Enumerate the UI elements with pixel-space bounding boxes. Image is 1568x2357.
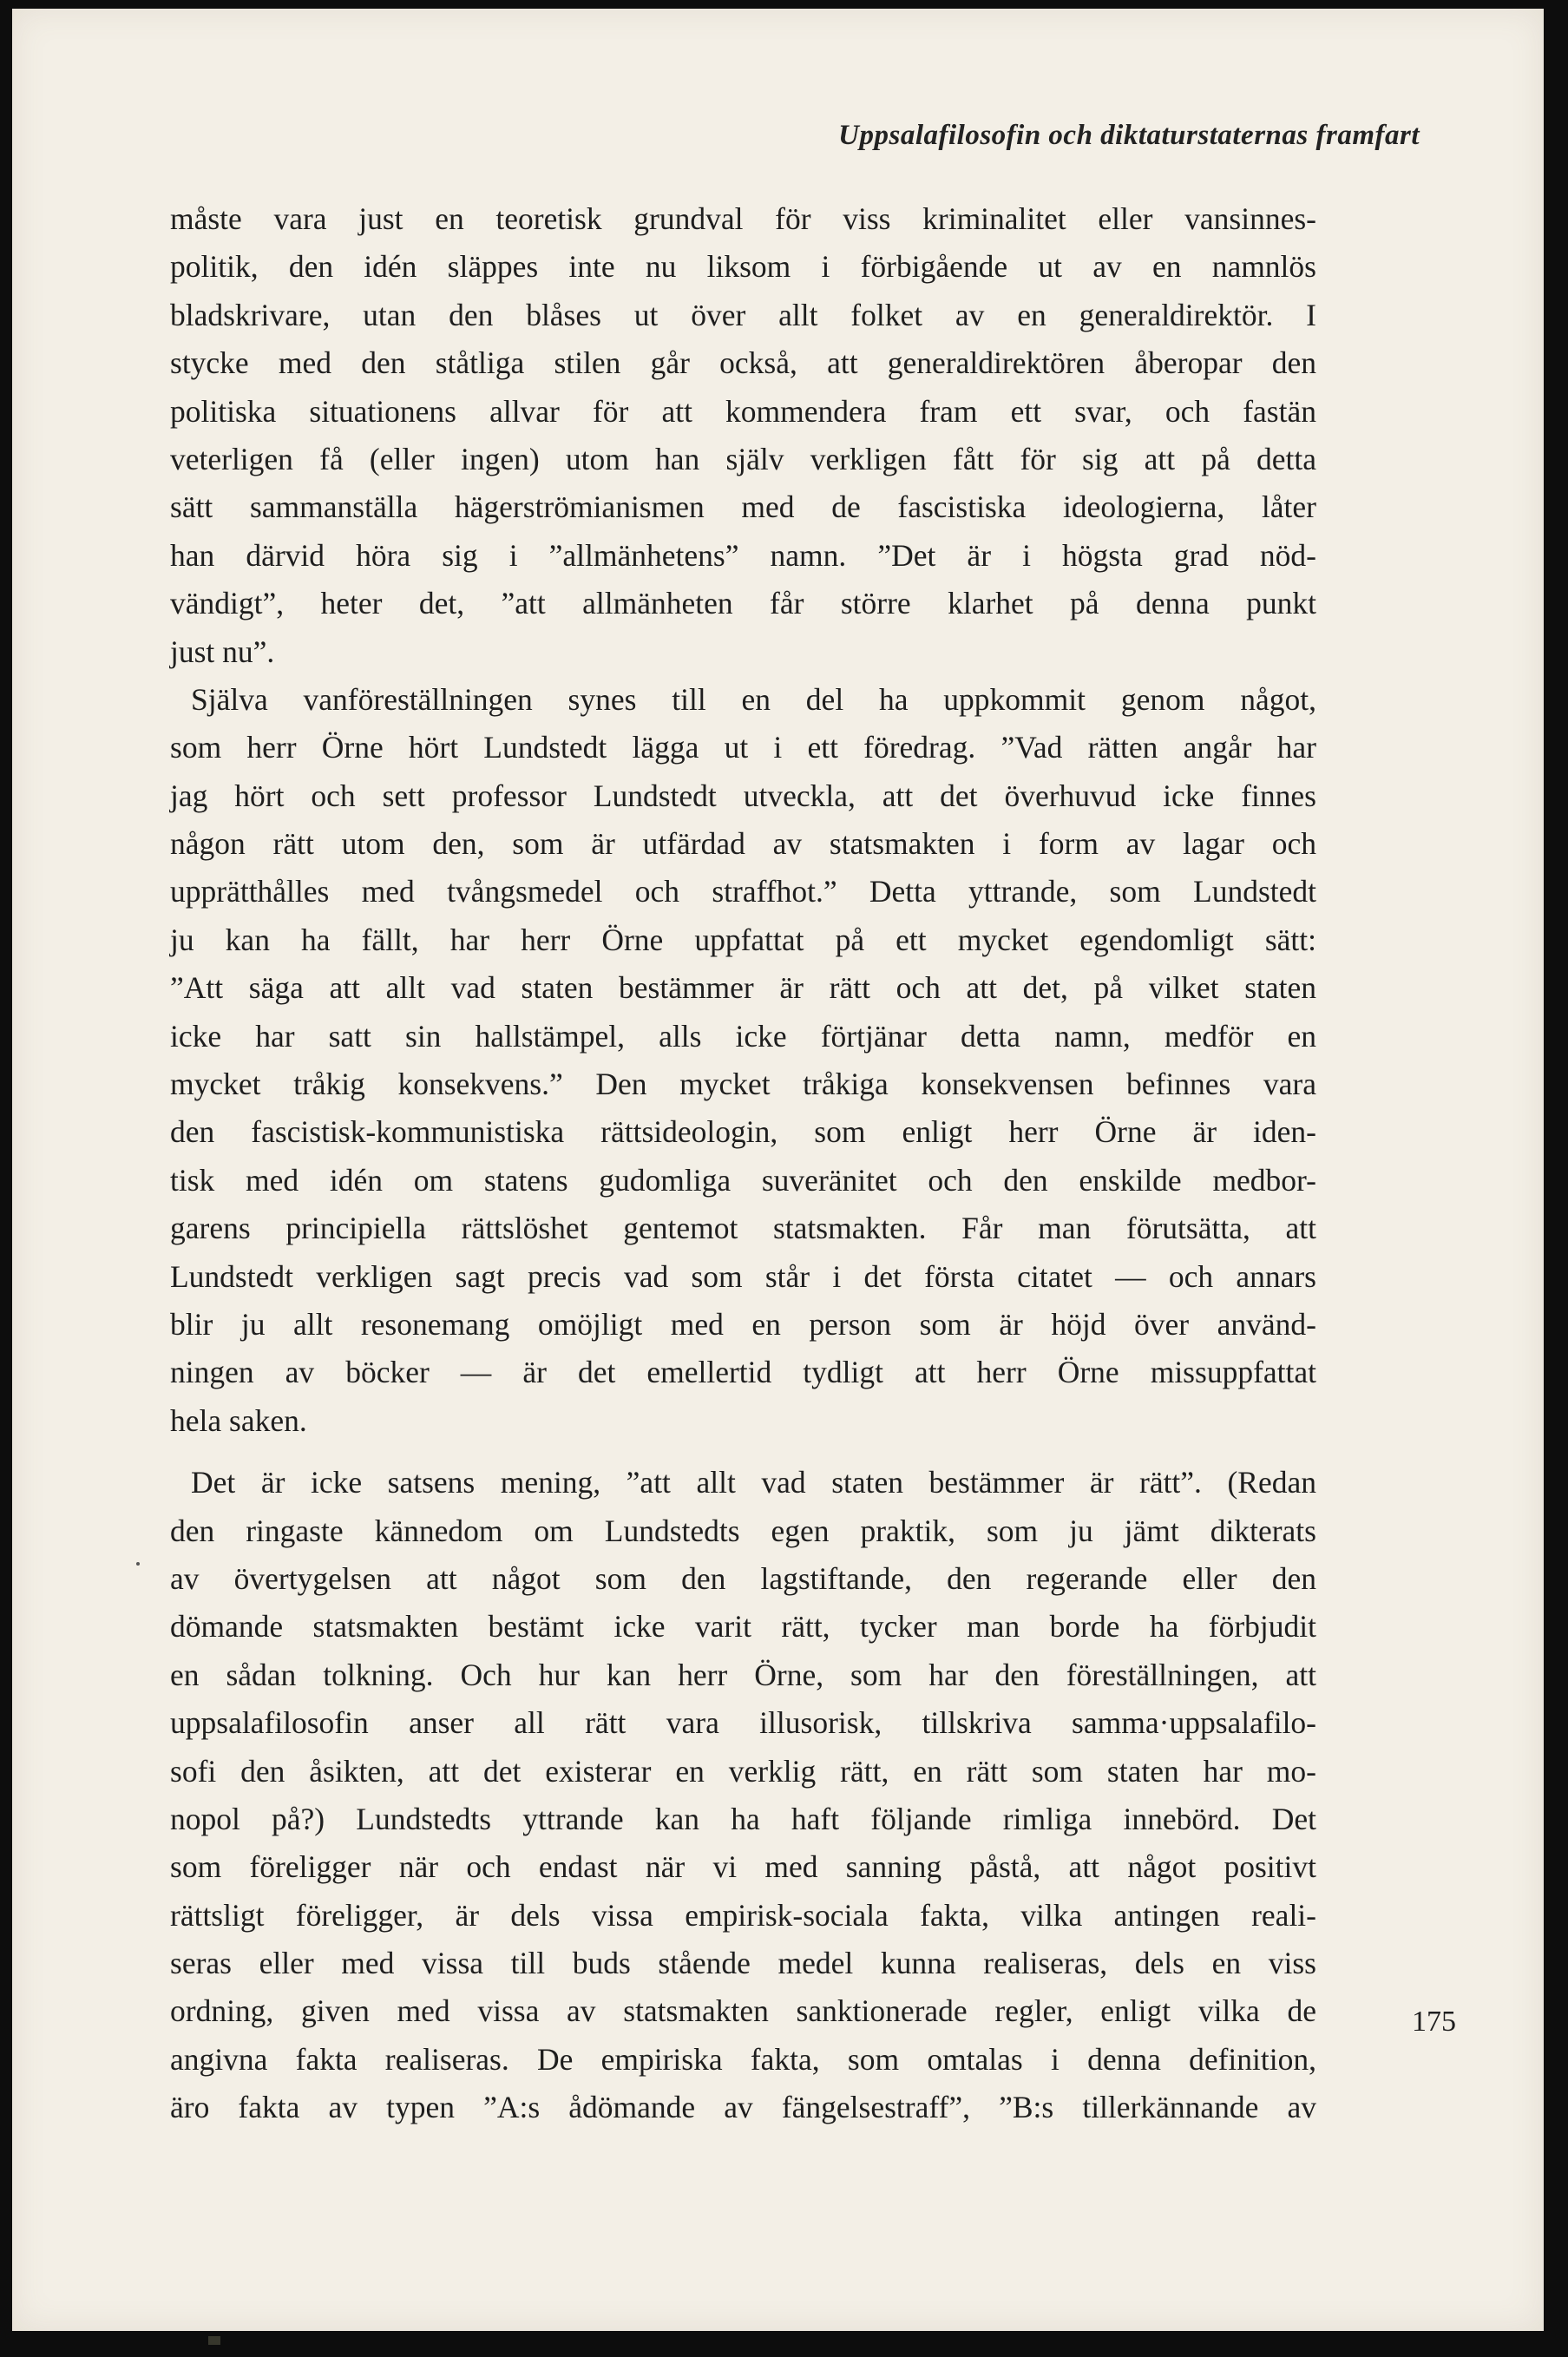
text-line: vändigt”, heter det, ”att allmänheten får större klarhet på denna punkt: [170, 586, 1316, 621]
book-page: [12, 9, 1544, 2331]
text-line: den fascistisk-kommunistiska rättsideologin, som enligt herr Örne är iden-: [170, 1114, 1316, 1150]
text-line: jag hört och sett professor Lundstedt utveckla, att det överhuvud icke finnes: [170, 778, 1316, 813]
text-line: någon rätt utom den, som är utfärdad av statsmakten i form av lagar och: [170, 826, 1316, 862]
text-line: som föreligger när och endast när vi med sanning påstå, att något positivt: [170, 1849, 1316, 1885]
text-line: en sådan tolkning. Och hur kan herr Örne, som har den föreställningen, att: [170, 1657, 1316, 1692]
text-line: angivna fakta realiseras. De empiriska fakta, som omtalas i denna definition,: [170, 2041, 1316, 2077]
text-line: mycket tråkig konsekvens.” Den mycket tråkiga konsekvensen befinnes vara: [170, 1067, 1316, 1102]
text-line: nopol på?) Lundstedts yttrande kan ha haft följande rimliga innebörd. Det: [170, 1801, 1316, 1836]
text-line: bladskrivare, utan den blåses ut över allt folket av en generaldirektör. I: [170, 297, 1316, 332]
running-head: Uppsalafilosofin och diktaturstaternas framfart: [838, 120, 1420, 151]
paragraph: [170, 195, 1316, 676]
text-line: veterligen få (eller ingen) utom han själv verkligen fått för sig att på detta: [170, 441, 1316, 476]
text-line: ningen av böcker — är det emellertid tydligt att herr Örne missuppfattat: [170, 1355, 1316, 1390]
text-line: rättsligt föreligger, är dels vissa empirisk-sociala fakta, vilka antingen reali-: [170, 1897, 1316, 1933]
text-line: blir ju allt resonemang omöjligt med en person som är höjd över använd-: [170, 1306, 1316, 1342]
text-line: uppsalafilosofin anser all rätt vara illusorisk, tillskriva samma·uppsalafilo-: [170, 1705, 1316, 1741]
body-text: [170, 195, 1316, 2132]
text-line: ”Att säga att allt vad staten bestämmer är rätt och att det, på vilket staten: [170, 970, 1316, 1006]
text-line: politik, den idén släppes inte nu liksom i förbigående ut av en namnlös: [170, 249, 1316, 285]
text-line: hela saken.: [170, 1402, 307, 1438]
text-line: Det är icke satsens mening, ”att allt vad staten bestämmer är rätt”. (Redan: [191, 1465, 1316, 1500]
text-line: äro fakta av typen ”A:s ådömande av fängelsestraff”, ”B:s tillerkännande av: [170, 2090, 1316, 2125]
text-line: Lundstedt verkligen sagt precis vad som står i det första citatet — och annars: [170, 1258, 1316, 1294]
text-line: upprätthålles med tvångsmedel och straffhot.” Detta yttrande, som Lundstedt: [170, 874, 1316, 909]
text-line: garens principiella rättslöshet gentemot statsmakten. Får man förutsätta, att: [170, 1211, 1316, 1246]
text-line: av övertygelsen att något som den lagstiftande, den regerande eller den: [170, 1560, 1316, 1596]
text-line: sofi den åsikten, att det existerar en verklig rätt, en rätt som staten har mo-: [170, 1753, 1316, 1789]
text-line: politiska situationens allvar för att kommendera fram ett svar, och fastän: [170, 393, 1316, 429]
text-line: dömande statsmakten bestämt icke varit rätt, tycker man borde ha förbjudit: [170, 1609, 1316, 1645]
text-line: stycke med den ståtliga stilen går också, att generaldirektören åberopar den: [170, 345, 1316, 381]
text-line: seras eller med vissa till buds stående medel kunna realiseras, dels en viss: [170, 1946, 1316, 1981]
paragraph: [170, 676, 1316, 1445]
text-line: Själva vanföreställningen synes till en del ha uppkommit genom något,: [191, 681, 1316, 717]
text-line: som herr Örne hört Lundstedt lägga ut i ett föredrag. ”Vad rätten angår har: [170, 730, 1316, 765]
text-line: tisk med idén om statens gudomliga suveränitet och den enskilde medbor-: [170, 1162, 1316, 1198]
text-line: icke har satt sin hallstämpel, alls icke förtjänar detta namn, medför en: [170, 1018, 1316, 1054]
page-number: 175: [1412, 2006, 1456, 2038]
text-line: sätt sammanställa hägerströmianismen med de fascistiska ideologierna, låter: [170, 489, 1316, 525]
paragraph-gap: [170, 1445, 1316, 1459]
paragraph: [170, 1459, 1316, 2131]
text-line: ju kan ha fällt, har herr Örne uppfattat på ett mycket egendomligt sätt:: [170, 922, 1316, 957]
margin-dot: [136, 1562, 140, 1566]
text-line: han därvid höra sig i ”allmänhetens” namn. ”Det är i högsta grad nöd-: [170, 537, 1316, 573]
text-line: just nu”.: [170, 634, 275, 669]
text-line: ordning, given med vissa av statsmakten sanktionerade regler, enligt vilka de: [170, 1993, 1316, 2029]
scan-artifact: [208, 2336, 220, 2345]
text-line: den ringaste kännedom om Lundstedts egen praktik, som ju jämt dikterats: [170, 1513, 1316, 1548]
text-line: måste vara just en teoretisk grundval för viss kriminalitet eller vansinnes-: [170, 201, 1316, 236]
